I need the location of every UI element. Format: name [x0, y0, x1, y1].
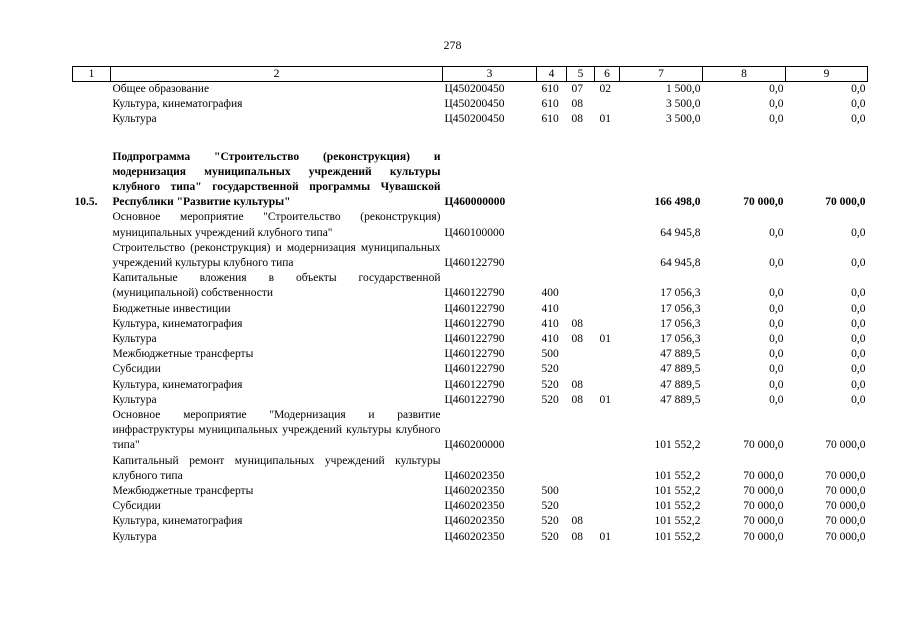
row-number-cell: [73, 408, 111, 454]
amount-year-3-cell: 0,0: [851, 348, 866, 361]
section-code-cell: [567, 347, 595, 362]
row-number-cell: [73, 317, 111, 332]
row-name-cell: Культура, кинематография: [112, 378, 243, 391]
section-code-cell: 08: [571, 317, 583, 330]
row-name-cell: Строительство (реконструкция) и модернизация муниципальных учреждений культуры клубного типа: [112, 241, 441, 270]
subsection-code-cell: 01: [599, 393, 611, 406]
section-code-cell: [567, 302, 595, 317]
amount-year-1-cell: 17 056,3: [660, 287, 701, 300]
expense-group-code-cell: [537, 454, 567, 484]
amount-year-2-cell: 70 000,0: [743, 196, 784, 209]
table-row: [73, 150, 868, 211]
target-article-code-cell: Ц460202350: [444, 500, 505, 513]
amount-year-2-cell: 0,0: [769, 98, 784, 111]
section-code-cell: [567, 271, 595, 301]
expense-group-code-cell: 520: [541, 378, 559, 391]
amount-year-1-cell: 101 552,2: [654, 515, 701, 528]
subsection-code-cell: [595, 150, 620, 211]
amount-year-1-cell: 101 552,2: [654, 530, 701, 543]
amount-year-1-cell: 47 889,5: [660, 378, 701, 391]
row-name-cell: Культура, кинематография: [112, 317, 243, 330]
expense-group-code-cell: 500: [541, 485, 559, 498]
target-article-code-cell: Ц460202350: [444, 485, 505, 498]
row-number-cell: [73, 347, 111, 362]
section-code-cell: 08: [571, 98, 583, 111]
subsection-code-cell: [595, 408, 620, 454]
subsection-code-cell: [595, 499, 620, 514]
expense-group-code-cell: 400: [541, 287, 559, 300]
table-row: [73, 317, 868, 332]
row-number-cell: [73, 362, 111, 377]
amount-year-3-cell: 70 000,0: [825, 469, 866, 482]
amount-year-2-cell: 70 000,0: [743, 500, 784, 513]
amount-year-3-cell: 0,0: [851, 302, 866, 315]
subsection-code-cell: [595, 454, 620, 484]
expense-group-code-cell: 410: [541, 317, 559, 330]
table-row: [73, 332, 868, 347]
table-row: [73, 82, 868, 98]
table-row: [73, 271, 868, 301]
section-code-cell: 08: [571, 530, 583, 543]
page-number: 278: [443, 38, 462, 52]
row-number-cell: 10.5.: [74, 196, 98, 209]
target-article-code-cell: Ц460122790: [444, 378, 505, 391]
amount-year-3-cell: 70 000,0: [825, 439, 866, 452]
section-code-cell: [567, 210, 595, 240]
expense-group-code-cell: [537, 150, 567, 211]
expense-group-code-cell: 610: [541, 98, 559, 111]
expense-group-code-cell: 610: [541, 113, 559, 126]
table-row: [73, 499, 868, 514]
amount-year-1-cell: 101 552,2: [654, 500, 701, 513]
expense-group-code-cell: 520: [541, 363, 559, 376]
expense-group-code-cell: [537, 408, 567, 454]
amount-year-3-cell: 70 000,0: [825, 196, 866, 209]
header-cell: 9: [786, 67, 868, 82]
target-article-code-cell: Ц460122790: [444, 333, 505, 346]
amount-year-1-cell: 47 889,5: [660, 348, 701, 361]
target-article-code-cell: Ц460122790: [444, 287, 505, 300]
row-name-cell: Субсидии: [112, 363, 161, 376]
table-row: [73, 302, 868, 317]
amount-year-1-cell: 166 498,0: [654, 196, 701, 209]
row-name-cell: Основное мероприятие "Строительство (реконструкция) муниципальных учреждений клубного типа": [112, 211, 441, 239]
target-article-code-cell: Ц460000000: [444, 196, 506, 209]
amount-year-2-cell: 70 000,0: [743, 530, 784, 543]
amount-year-3-cell: 0,0: [851, 226, 866, 239]
section-code-cell: [567, 484, 595, 499]
row-name-cell: Капитальный ремонт муниципальных учреждений культуры клубного типа: [112, 454, 441, 482]
header-cell: 7: [620, 67, 703, 82]
section-code-cell: 08: [571, 515, 583, 528]
header-cell: 6: [595, 67, 620, 82]
expense-group-code-cell: 410: [541, 302, 559, 315]
amount-year-2-cell: 70 000,0: [743, 485, 784, 498]
amount-year-1-cell: 1 500,0: [666, 83, 701, 95]
row-name-cell: Субсидии: [112, 500, 161, 513]
row-number-cell: [73, 97, 111, 112]
row-name-cell: Общее образование: [112, 83, 210, 95]
target-article-code-cell: Ц460122790: [444, 317, 505, 330]
table-row: [73, 530, 868, 545]
header-cell: 1: [73, 67, 111, 82]
target-article-code-cell: Ц460122790: [444, 393, 505, 406]
table-row: [73, 362, 868, 377]
row-name-cell: Межбюджетные трансферты: [112, 485, 254, 498]
row-number-cell: [73, 514, 111, 529]
subsection-code-cell: 01: [599, 333, 611, 346]
amount-year-1-cell: 3 500,0: [666, 113, 701, 126]
table-row: [73, 241, 868, 271]
subsection-code-cell: 01: [599, 113, 611, 126]
target-article-code-cell: Ц460200000: [444, 439, 505, 452]
row-name-cell: Капитальные вложения в объекты государственной (муниципальной) собственности: [112, 272, 441, 300]
amount-year-2-cell: 0,0: [769, 287, 784, 300]
subsection-code-cell: [595, 302, 620, 317]
row-number-cell: [73, 454, 111, 484]
subsection-code-cell: [595, 378, 620, 393]
amount-year-3-cell: 0,0: [851, 98, 866, 111]
target-article-code-cell: Ц460202350: [444, 469, 505, 482]
target-article-code-cell: Ц460122790: [444, 257, 505, 270]
subsection-code-cell: [595, 210, 620, 240]
section-code-cell: [567, 454, 595, 484]
table-row: [73, 378, 868, 393]
amount-year-3-cell: 0,0: [851, 317, 866, 330]
expense-group-code-cell: [537, 241, 567, 271]
table-body: [73, 82, 868, 545]
row-name-cell: Подпрограмма "Строительство (реконструкция) и модернизация муниципальных учреждений культуры клубного типа" государственной программы Чувашской Республики "Развитие культуры": [112, 150, 441, 209]
amount-year-3-cell: 0,0: [851, 363, 866, 376]
budget-table: [72, 66, 868, 545]
amount-year-3-cell: 0,0: [851, 333, 866, 346]
expense-group-code-cell: [537, 210, 567, 240]
target-article-code-cell: Ц460122790: [444, 302, 505, 315]
spacer-cell: [73, 128, 868, 150]
amount-year-1-cell: 17 056,3: [660, 333, 701, 346]
amount-year-2-cell: 70 000,0: [743, 469, 784, 482]
amount-year-1-cell: 64 945,8: [660, 226, 701, 239]
header-cell: 5: [567, 67, 595, 82]
header-cell: 3: [443, 67, 537, 82]
table-row: [73, 347, 868, 362]
section-code-cell: 08: [571, 333, 583, 346]
expense-group-code-cell: 410: [541, 333, 559, 346]
target-article-code-cell: Ц460202350: [444, 515, 505, 528]
amount-year-2-cell: 0,0: [769, 113, 784, 126]
row-name-cell: Культура: [112, 393, 157, 406]
target-article-code-cell: Ц450200450: [444, 98, 505, 111]
amount-year-2-cell: 0,0: [769, 378, 784, 391]
amount-year-3-cell: 70 000,0: [825, 530, 866, 543]
row-number-cell: [73, 112, 111, 127]
subsection-code-cell: [595, 514, 620, 529]
target-article-code-cell: Ц450200450: [444, 113, 505, 126]
amount-year-3-cell: 0,0: [851, 378, 866, 391]
table-row: [73, 393, 868, 408]
row-name-cell: Культура: [112, 113, 157, 126]
row-name-cell: Межбюджетные трансферты: [112, 348, 254, 361]
row-number-cell: [73, 210, 111, 240]
amount-year-3-cell: 0,0: [851, 393, 866, 406]
amount-year-3-cell: 0,0: [851, 83, 866, 95]
row-number-cell: [73, 241, 111, 271]
amount-year-1-cell: 64 945,8: [660, 257, 701, 270]
amount-year-2-cell: 70 000,0: [743, 515, 784, 528]
table-row: [73, 484, 868, 499]
row-number-cell: [73, 393, 111, 408]
amount-year-1-cell: 17 056,3: [660, 317, 701, 330]
row-name-cell: Культура, кинематография: [112, 98, 243, 111]
subsection-code-cell: 02: [599, 83, 611, 95]
header-cell: 8: [703, 67, 786, 82]
header-cell: 2: [111, 67, 443, 82]
table-row: [73, 112, 868, 127]
amount-year-1-cell: 101 552,2: [654, 439, 701, 452]
amount-year-2-cell: 70 000,0: [743, 439, 784, 452]
table-row: [73, 454, 868, 484]
amount-year-2-cell: 0,0: [769, 333, 784, 346]
amount-year-1-cell: 47 889,5: [660, 363, 701, 376]
subsection-code-cell: [595, 241, 620, 271]
target-article-code-cell: Ц460122790: [444, 348, 505, 361]
row-name-cell: Бюджетные инвестиции: [112, 302, 231, 315]
spacer-row: [73, 128, 868, 150]
section-code-cell: 08: [571, 378, 583, 391]
amount-year-2-cell: 0,0: [769, 83, 784, 95]
amount-year-2-cell: 0,0: [769, 363, 784, 376]
table-header-row: [73, 67, 868, 82]
row-name-cell: Культура, кинематография: [112, 515, 243, 528]
expense-group-code-cell: 610: [541, 83, 559, 95]
amount-year-3-cell: 70 000,0: [825, 500, 866, 513]
target-article-code-cell: Ц460100000: [444, 226, 505, 239]
row-number-cell: [73, 332, 111, 347]
amount-year-2-cell: 0,0: [769, 302, 784, 315]
subsection-code-cell: [595, 484, 620, 499]
section-code-cell: 08: [571, 113, 583, 126]
amount-year-1-cell: 3 500,0: [666, 98, 701, 111]
row-name-cell: Культура: [112, 333, 157, 346]
subsection-code-cell: [595, 347, 620, 362]
table-row: [73, 210, 868, 240]
amount-year-3-cell: 0,0: [851, 113, 866, 126]
subsection-code-cell: 01: [599, 530, 611, 543]
section-code-cell: [567, 362, 595, 377]
section-code-cell: [567, 408, 595, 454]
expense-group-code-cell: 520: [541, 530, 559, 543]
expense-group-code-cell: 520: [541, 500, 559, 513]
subsection-code-cell: [595, 271, 620, 301]
amount-year-1-cell: 17 056,3: [660, 302, 701, 315]
amount-year-3-cell: 70 000,0: [825, 485, 866, 498]
section-code-cell: [567, 499, 595, 514]
row-number-cell: [73, 530, 111, 545]
row-number-cell: [73, 302, 111, 317]
amount-year-2-cell: 0,0: [769, 226, 784, 239]
expense-group-code-cell: 520: [541, 515, 559, 528]
section-code-cell: [567, 241, 595, 271]
row-name-cell: Культура: [112, 530, 157, 543]
amount-year-3-cell: 0,0: [851, 257, 866, 270]
amount-year-3-cell: 70 000,0: [825, 515, 866, 528]
expense-group-code-cell: 500: [541, 348, 559, 361]
subsection-code-cell: [595, 317, 620, 332]
section-code-cell: 07: [571, 83, 583, 95]
amount-year-2-cell: 0,0: [769, 257, 784, 270]
row-number-cell: [73, 499, 111, 514]
row-number-cell: [73, 82, 111, 98]
header-cell: 4: [537, 67, 567, 82]
amount-year-2-cell: 0,0: [769, 393, 784, 406]
subsection-code-cell: [595, 97, 620, 112]
amount-year-1-cell: 101 552,2: [654, 485, 701, 498]
row-number-cell: [73, 484, 111, 499]
target-article-code-cell: Ц450200450: [444, 83, 505, 95]
amount-year-1-cell: 101 552,2: [654, 469, 701, 482]
amount-year-2-cell: 0,0: [769, 317, 784, 330]
target-article-code-cell: Ц460122790: [444, 363, 505, 376]
amount-year-3-cell: 0,0: [851, 287, 866, 300]
table-row: [73, 514, 868, 529]
amount-year-1-cell: 47 889,5: [660, 393, 701, 406]
row-number-cell: [73, 271, 111, 301]
table-row: [73, 97, 868, 112]
row-number-cell: [73, 378, 111, 393]
subsection-code-cell: [595, 362, 620, 377]
section-code-cell: 08: [571, 393, 583, 406]
amount-year-2-cell: 0,0: [769, 348, 784, 361]
target-article-code-cell: Ц460202350: [444, 530, 505, 543]
expense-group-code-cell: 520: [541, 393, 559, 406]
section-code-cell: [567, 150, 595, 211]
table-row: [73, 408, 868, 454]
row-name-cell: Основное мероприятие "Модернизация и развитие инфраструктуры муниципальных учреждений культуры клубного типа": [112, 409, 441, 452]
